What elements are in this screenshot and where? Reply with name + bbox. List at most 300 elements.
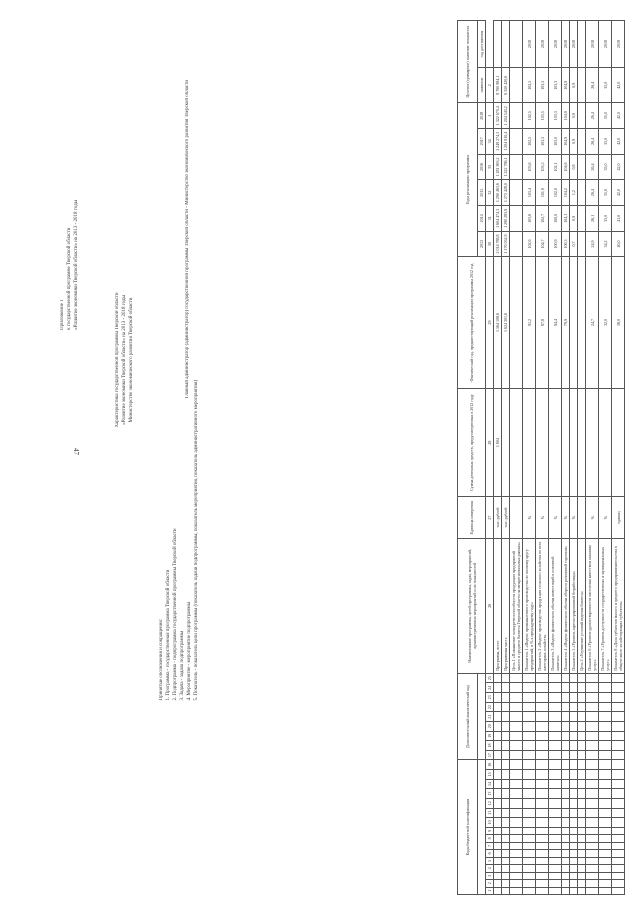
row-year-value <box>578 129 586 155</box>
row-year-value <box>578 205 586 231</box>
code-cell <box>549 818 562 828</box>
name-header: Наименование программы, целей программы, задач, мероприятий, административных мероприятий и их показателей <box>458 538 486 673</box>
row-plan-2012 <box>549 388 562 497</box>
code-cell <box>612 818 625 828</box>
code-cell <box>549 872 562 879</box>
row-year-value: 103,3 <box>549 103 562 129</box>
code-cell <box>612 760 625 770</box>
code-cell <box>562 842 570 849</box>
code-cell <box>536 850 549 857</box>
row-plan-2012 <box>578 388 586 497</box>
code-cell <box>510 721 523 731</box>
code-cell <box>523 798 536 808</box>
row-fact-2012 <box>570 257 578 388</box>
code-cell <box>599 741 612 751</box>
code-cell <box>510 673 523 683</box>
code-cell <box>536 750 549 760</box>
code-cell <box>586 760 599 770</box>
code-cell <box>494 779 502 789</box>
code-cell <box>586 693 599 703</box>
code-cell <box>578 770 586 780</box>
row-year-value: 100,0 <box>549 205 562 231</box>
row-year-value: 0,9 <box>570 205 578 231</box>
row-name: Показатель 7 «Уровень доступности государственных и муниципальных услуг» <box>599 538 612 673</box>
row-year-value: 26,4 <box>586 154 599 180</box>
code-cell <box>549 842 562 849</box>
code-cell <box>612 673 625 683</box>
code-cell <box>599 760 612 770</box>
row-plan-2012 <box>523 388 536 497</box>
classifier-header: Дополнительный аналитический код <box>458 673 478 760</box>
row-unit <box>578 497 586 538</box>
code-cell <box>570 835 578 842</box>
table-row <box>536 21 549 895</box>
row-year-value <box>578 154 586 180</box>
row-year-value: 1 176 052,9 <box>502 231 510 257</box>
code-cell <box>510 827 523 834</box>
row-fact-2012: 38,0 <box>612 257 625 388</box>
code-cell <box>502 818 510 828</box>
row-year-value <box>510 205 523 231</box>
code-cell <box>536 880 549 887</box>
row-target-year: 2018 <box>586 21 599 68</box>
code-cell <box>523 779 536 789</box>
code-cell <box>562 750 570 760</box>
code-cell <box>510 808 523 817</box>
code-cell <box>536 760 549 770</box>
column-number: 2 <box>486 880 494 887</box>
code-cell <box>502 827 510 834</box>
row-name: Цель 2 «Улучшение условий ведения бизнеса» <box>578 538 586 673</box>
code-cell <box>562 789 570 799</box>
code-cell <box>510 683 523 693</box>
code-cell <box>523 872 536 879</box>
row-name: Показатель 1 «Индекс промышленного производства по полному кругу предприятий, в % к предыдущему году» <box>523 538 536 673</box>
code-cell <box>510 702 523 712</box>
code-cell <box>578 857 586 864</box>
column-number: 17 <box>486 750 494 760</box>
target-year-header: год достижения <box>478 21 486 68</box>
code-cell <box>494 842 502 849</box>
code-cell <box>510 789 523 799</box>
code-cell <box>494 798 502 808</box>
row-fact-2012: 24,7 <box>586 257 599 388</box>
column-number-row <box>486 21 494 895</box>
row-target-year: 2018 <box>536 21 549 68</box>
row-plan-2012: 1 604 <box>494 388 502 497</box>
code-cell <box>586 789 599 799</box>
code-cell <box>549 721 562 731</box>
unit-header: Единица измерения <box>458 497 486 538</box>
code-cell <box>570 731 578 741</box>
table-row <box>599 21 612 895</box>
row-year-value: 26,4 <box>586 129 599 155</box>
code-cell <box>562 693 570 703</box>
column-number: 12 <box>486 798 494 808</box>
code-cell <box>562 865 570 872</box>
row-year-value: 103,5 <box>536 103 549 129</box>
code-cell <box>586 887 599 894</box>
code-cell <box>510 760 523 770</box>
code-cell <box>570 789 578 799</box>
code-cell <box>494 741 502 751</box>
code-cell <box>502 857 510 864</box>
code-cell <box>510 741 523 751</box>
row-unit: % <box>536 497 549 538</box>
row-target-value <box>510 68 523 103</box>
note-line: Принятые обозначения и сокращения: <box>159 618 164 701</box>
column-number: 29 <box>486 257 494 388</box>
code-cell <box>536 818 549 828</box>
row-year-value: 101,9 <box>536 180 549 206</box>
code-cell <box>523 835 536 842</box>
code-cell <box>523 880 536 887</box>
code-cell <box>599 798 612 808</box>
code-cell <box>502 850 510 857</box>
code-cell <box>510 798 523 808</box>
row-year-value: 1 273 428,0 <box>502 180 510 206</box>
document-title <box>114 210 135 510</box>
code-cell <box>578 702 586 712</box>
code-cell <box>578 880 586 887</box>
code-cell <box>494 673 502 683</box>
row-year-value: 35,0 <box>599 154 612 180</box>
row-year-value: 42,0 <box>612 129 625 155</box>
year-header: 2017 <box>478 129 486 155</box>
row-unit: % <box>562 497 570 538</box>
code-cell <box>599 865 612 872</box>
table-row <box>612 21 625 895</box>
code-cell <box>570 872 578 879</box>
code-cell <box>612 798 625 808</box>
code-cell <box>578 673 586 683</box>
row-target-value: 35,0 <box>599 68 612 103</box>
code-cell <box>502 779 510 789</box>
code-cell <box>523 702 536 712</box>
code-cell <box>536 872 549 879</box>
code-cell <box>612 887 625 894</box>
row-plan-2012 <box>586 388 599 497</box>
row-target-year: 2018 <box>570 21 578 68</box>
code-cell <box>549 798 562 808</box>
row-fact-2012: 87,8 <box>536 257 549 388</box>
code-cell <box>523 842 536 849</box>
code-cell <box>502 842 510 849</box>
code-cell <box>494 702 502 712</box>
row-target-year: 2018 <box>562 21 570 68</box>
row-unit: % <box>599 497 612 538</box>
code-cell <box>549 865 562 872</box>
code-cell <box>612 683 625 693</box>
code-cell <box>612 808 625 817</box>
code-cell <box>549 808 562 817</box>
code-cell <box>578 842 586 849</box>
code-cell <box>494 721 502 731</box>
code-cell <box>578 827 586 834</box>
page-number: 47 <box>72 448 80 455</box>
plan-2012-header: Сумма денежных средств, предусмотренных в 2012 году <box>458 388 486 497</box>
code-cell <box>510 779 523 789</box>
code-cell <box>586 818 599 828</box>
code-cell <box>562 741 570 751</box>
code-cell <box>612 872 625 879</box>
row-plan-2012 <box>536 388 549 497</box>
code-cell <box>570 779 578 789</box>
row-fact-2012: 91,2 <box>523 257 536 388</box>
row-target-year <box>510 21 523 68</box>
column-number: 28 <box>486 388 494 497</box>
row-year-value: 103,6 <box>523 205 536 231</box>
code-cell <box>599 712 612 722</box>
row-year-value <box>510 129 523 155</box>
code-cell <box>612 789 625 799</box>
row-name: Показатель 5 «Уровень зарегистрированной безработицы» <box>570 538 578 673</box>
column-number: 7 <box>486 842 494 849</box>
code-cell <box>536 887 549 894</box>
row-year-value <box>510 180 523 206</box>
code-cell <box>502 702 510 712</box>
column-number: 16 <box>486 760 494 770</box>
code-cell <box>562 850 570 857</box>
code-cell <box>549 741 562 751</box>
years-header: Годы реализации программы <box>458 103 478 257</box>
row-name: Показатель 4 «Индекс физического объема оборота розничной торговли» <box>562 538 570 673</box>
code-cell <box>562 872 570 879</box>
code-cell <box>599 770 612 780</box>
code-cell <box>562 887 570 894</box>
code-cell <box>523 850 536 857</box>
column-number: 32 <box>486 180 494 206</box>
code-cell <box>599 731 612 741</box>
code-cell <box>510 872 523 879</box>
code-cell <box>510 857 523 864</box>
row-year-value: 40,0 <box>612 231 625 257</box>
code-cell <box>562 827 570 834</box>
code-cell <box>599 818 612 828</box>
code-cell <box>549 683 562 693</box>
code-cell <box>502 887 510 894</box>
code-cell <box>586 673 599 683</box>
code-cell <box>536 798 549 808</box>
code-cell <box>578 865 586 872</box>
code-cell <box>549 779 562 789</box>
code-cell <box>510 712 523 722</box>
note-line: 1. Программа - государственная программа Тверской области <box>166 569 171 701</box>
row-year-value: 1 249 274,3 <box>494 129 502 155</box>
row-year-value: 42,0 <box>612 103 625 129</box>
code-cell <box>586 850 599 857</box>
code-cell <box>570 712 578 722</box>
row-year-value: 0,9 <box>570 129 578 155</box>
code-cell <box>612 835 625 842</box>
code-cell <box>494 818 502 828</box>
code-cell <box>599 842 612 849</box>
row-unit: тыс. рублей <box>502 497 510 538</box>
code-cell <box>562 760 570 770</box>
row-unit: % <box>570 497 578 538</box>
codes-header: Коды бюджетной классификации <box>458 760 478 895</box>
row-fact-2012: 1 564 108,6 <box>494 257 502 388</box>
row-target-value: 42,0 <box>612 68 625 103</box>
column-number: 11 <box>486 808 494 817</box>
code-cell <box>586 741 599 751</box>
row-name: Показатель 8 «Доля субъектов малого и среднего предпринимательства в общем числе хозяйствующих субъектов» <box>612 538 625 673</box>
row-year-value: 41,0 <box>612 205 625 231</box>
row-year-value <box>510 154 523 180</box>
code-cell <box>494 683 502 693</box>
row-target-value: 26,4 <box>586 68 599 103</box>
code-cell <box>510 770 523 780</box>
code-cell <box>570 760 578 770</box>
column-number: 1 <box>486 887 494 894</box>
table-row <box>523 21 536 895</box>
code-cell <box>599 693 612 703</box>
code-cell <box>510 850 523 857</box>
code-cell <box>612 731 625 741</box>
row-unit <box>510 497 523 538</box>
row-year-value: 104,9 <box>562 129 570 155</box>
code-cell <box>612 770 625 780</box>
code-cell <box>536 827 549 834</box>
row-name: Показатель 6 «Уровень удовлетворенности населения качеством оказания услуг» <box>586 538 599 673</box>
code-cell <box>612 693 625 703</box>
code-cell <box>562 721 570 731</box>
code-cell <box>510 865 523 872</box>
row-unit: % <box>586 497 599 538</box>
row-year-value: 35,0 <box>599 103 612 129</box>
code-cell <box>536 673 549 683</box>
table-row <box>494 21 502 895</box>
row-year-value: 0,7 <box>570 231 578 257</box>
row-year-value: 102,5 <box>523 103 536 129</box>
code-cell <box>599 872 612 879</box>
row-year-value: 0,8 <box>570 154 578 180</box>
code-cell <box>536 683 549 693</box>
row-target-value: 102,5 <box>523 68 536 103</box>
row-name: Цель 1 «Повышение конкурентоспособности продукции предприятий малого и среднего бизнеса Тверской области на межрегиональных рынках» <box>510 538 523 673</box>
year-header: 2014 <box>478 205 486 231</box>
code-cell <box>502 693 510 703</box>
code-cell <box>586 770 599 780</box>
code-cell <box>562 798 570 808</box>
row-year-value: 1 322 670,4 <box>494 103 502 129</box>
code-cell <box>599 887 612 894</box>
column-number: 27 <box>486 497 494 538</box>
row-target-value: 104,9 <box>562 68 570 103</box>
code-cell <box>523 857 536 864</box>
fact-2012-header: Фактический год, предшествующий реализации программы 2012 год <box>458 257 486 388</box>
code-cell <box>612 850 625 857</box>
code-cell <box>536 731 549 741</box>
table-row <box>578 21 586 895</box>
code-cell <box>612 702 625 712</box>
row-year-value: 34,2 <box>599 231 612 257</box>
code-cell <box>502 835 510 842</box>
code-cell <box>562 702 570 712</box>
row-target-year: 2018 <box>523 21 536 68</box>
code-cell <box>562 712 570 722</box>
code-cell <box>494 760 502 770</box>
code-cell <box>599 880 612 887</box>
column-number: 33 <box>486 154 494 180</box>
column-number: 15 <box>486 770 494 780</box>
code-cell <box>549 887 562 894</box>
code-cell <box>502 683 510 693</box>
row-year-value: 35,0 <box>599 205 612 231</box>
code-cell <box>586 872 599 879</box>
code-cell <box>612 827 625 834</box>
code-cell <box>612 779 625 789</box>
row-year-value: 1 204 910,4 <box>502 129 510 155</box>
code-cell <box>599 750 612 760</box>
code-cell <box>502 760 510 770</box>
code-cell <box>570 683 578 693</box>
code-cell <box>549 693 562 703</box>
row-plan-2012 <box>502 388 510 497</box>
code-cell <box>599 673 612 683</box>
row-year-value: 104,9 <box>562 103 570 129</box>
code-cell <box>562 835 570 842</box>
appendix-line: к государственной программе Тверской области <box>67 227 72 330</box>
code-cell <box>578 741 586 751</box>
code-cell <box>612 857 625 864</box>
column-number: 8 <box>486 835 494 842</box>
code-cell <box>494 865 502 872</box>
code-cell <box>549 770 562 780</box>
code-cell <box>523 712 536 722</box>
year-header: 2016 <box>478 154 486 180</box>
code-cell <box>523 693 536 703</box>
code-cell <box>502 789 510 799</box>
code-cell <box>586 808 599 817</box>
code-cell <box>578 693 586 703</box>
row-plan-2012 <box>599 388 612 497</box>
code-cell <box>502 798 510 808</box>
code-cell <box>549 857 562 864</box>
appendix-line: «Развитие экономики Тверской области» на 2013 - 2018 годы <box>74 200 79 330</box>
code-cell <box>502 673 510 683</box>
target-header: Целевое (суммарное) значение показателя <box>458 21 478 103</box>
code-cell <box>536 857 549 864</box>
code-cell <box>599 789 612 799</box>
code-cell <box>549 760 562 770</box>
code-cell <box>494 835 502 842</box>
code-cell <box>502 721 510 731</box>
code-cell <box>562 857 570 864</box>
row-year-value: 35,0 <box>599 180 612 206</box>
code-cell <box>523 865 536 872</box>
code-cell <box>549 850 562 857</box>
code-cell <box>510 693 523 703</box>
row-year-value: 1 290 283,9 <box>502 205 510 231</box>
code-cell <box>494 887 502 894</box>
code-cell <box>536 702 549 712</box>
row-year-value: 100,9 <box>549 231 562 257</box>
table-row <box>510 21 523 895</box>
code-cell <box>578 850 586 857</box>
row-year-value: 1 604 474,3 <box>494 205 502 231</box>
code-cell <box>578 818 586 828</box>
table-row <box>502 21 510 895</box>
code-cell <box>570 721 578 731</box>
code-cell <box>562 731 570 741</box>
column-number: 22 <box>486 702 494 712</box>
row-year-value: 1 204 543,2 <box>502 103 510 129</box>
code-cell <box>549 827 562 834</box>
row-name: Показатель 3 «Индекс физического объема инвестиций в основной капитал» <box>549 538 562 673</box>
code-cell <box>536 779 549 789</box>
code-cell <box>502 808 510 817</box>
